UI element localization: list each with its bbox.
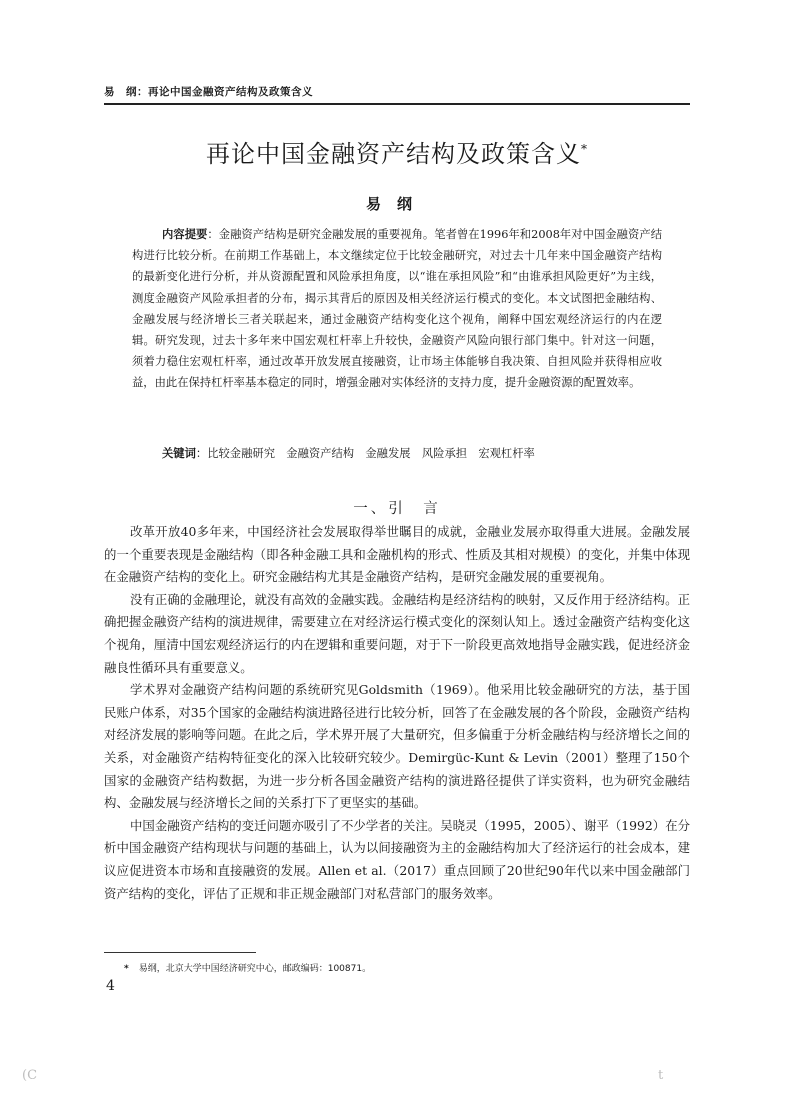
header-rule bbox=[104, 103, 690, 105]
title-footnote-mark: * bbox=[581, 142, 588, 156]
paragraph: 学术界对金融资产结构问题的系统研究见Goldsmith（1969）。他采用比较金融研究的方法，基于国民账户体系，对35个国家的金融结构演进路径进行比较分析，回答了在金融发展的各个阶段，金融资产结构对经济发展的影响等问题。在此之后，学术界开展了大量研究，但多偏重于分析金融结构与经济增长之间的关系，对金融资产结构特征变化的深入比较研究较少。Demirgüc-Kunt & Levin（2001）整理了150个国家的金融资产结构数据，为进一步分析各国金融资产结构的演进路径提供了详实资料，也为研究金融结构、金融发展与经济增长之间的关系打下了更坚实的基础。 bbox=[104, 682, 690, 811]
running-head: 易 纲：再论中国金融资产结构及政策含义 bbox=[104, 86, 313, 98]
abstract-label: 内容提要 bbox=[162, 228, 208, 241]
footnote-mark: * bbox=[124, 964, 129, 974]
paragraph: 没有正确的金融理论，就没有高效的金融实践。金融结构是经济结构的映射，又反作用于经济结构。正确把握金融资产结构的演进规律，需要建立在对经济运行模式变化的深刻认知上。透过金融资产结构变化这个视角，厘清中国宏观经济运行的内在逻辑和重要问题，对于下一阶段更高效地指导金融实践，促进经济金融良性循环具有重要意义。 bbox=[104, 591, 690, 675]
body-text bbox=[104, 521, 690, 905]
page-number: 4 bbox=[106, 978, 115, 994]
title-text: 再论中国金融资产结构及政策含义 bbox=[206, 140, 581, 168]
keywords bbox=[162, 445, 535, 461]
footnote bbox=[124, 961, 371, 974]
footnote-text: 易纲，北京大学中国经济研究中心，邮政编码：100871。 bbox=[138, 964, 372, 974]
abstract-text: ：金融资产结构是研究金融发展的重要视角。笔者曾在1996年和2008年对中国金融资产结构进行比较分析。在前期工作基础上，本文继续定位于比较金融研究，对过去十几年来中国金融资产结构的最新变化进行分析，并从资源配置和风险承担角度，以“谁在承担风险”和“由谁承担风险更好”为主线，测度金融资产风险承担者的分布，揭示其背后的原因及相关经济运行模式的变化。本文试图把金融结构、金融发展与经济增长三者关联起来，通过金融资产结构变化这个视角，阐释中国宏观经济运行的内在逻辑。研究发现，过去十多年来中国宏观杠杆率上升较快，金融资产风险向银行部门集中。针对这一问题，须着力稳住宏观杠杆率，通过改革开放发展直接融资，让市场主体能够自我决策、自担风险并获得相应收益，由此在保持杠杆率基本稳定的同时，增强金融对实体经济的支持力度，提升金融资源的配置效率。 bbox=[132, 228, 662, 390]
scan-artifact-left: (C bbox=[22, 1068, 38, 1083]
author-name: 易纲 bbox=[365, 195, 428, 213]
abstract bbox=[132, 224, 662, 394]
footnote-rule bbox=[104, 952, 256, 953]
scan-artifact-right: t bbox=[658, 1068, 664, 1083]
paragraph: 改革开放40多年来，中国经济社会发展取得举世瞩目的成就，金融业发展亦取得重大进展。金融发展的一个重要表现是金融结构（即各种金融工具和金融机构的形式、性质及其相对规模）的变化，并集中体现在金融资产结构的变化上。研究金融结构尤其是金融资产结构，是研究金融发展的重要视角。 bbox=[104, 524, 690, 585]
paper-title bbox=[104, 134, 690, 169]
keywords-text: ：比较金融研究 金融资产结构 金融发展 风险承担 宏观杠杆率 bbox=[195, 447, 535, 460]
keywords-label: 关键词 bbox=[162, 447, 196, 460]
section-heading: 一、引 言 bbox=[353, 501, 441, 517]
paragraph: 中国金融资产结构的变迁问题亦吸引了不少学者的关注。吴晓灵（1995，2005）、谢平（1992）在分析中国金融资产结构现状与问题的基础上，认为以间接融资为主的金融结构加大了经济运行的社会成本，建议应促进资本市场和直接融资的发展。Allen et al.（2017）重点回顾了20世纪90年代以来中国金融部门资产结构的变化，评估了正规和非正规金融部门对私营部门的服务效率。 bbox=[104, 817, 690, 901]
